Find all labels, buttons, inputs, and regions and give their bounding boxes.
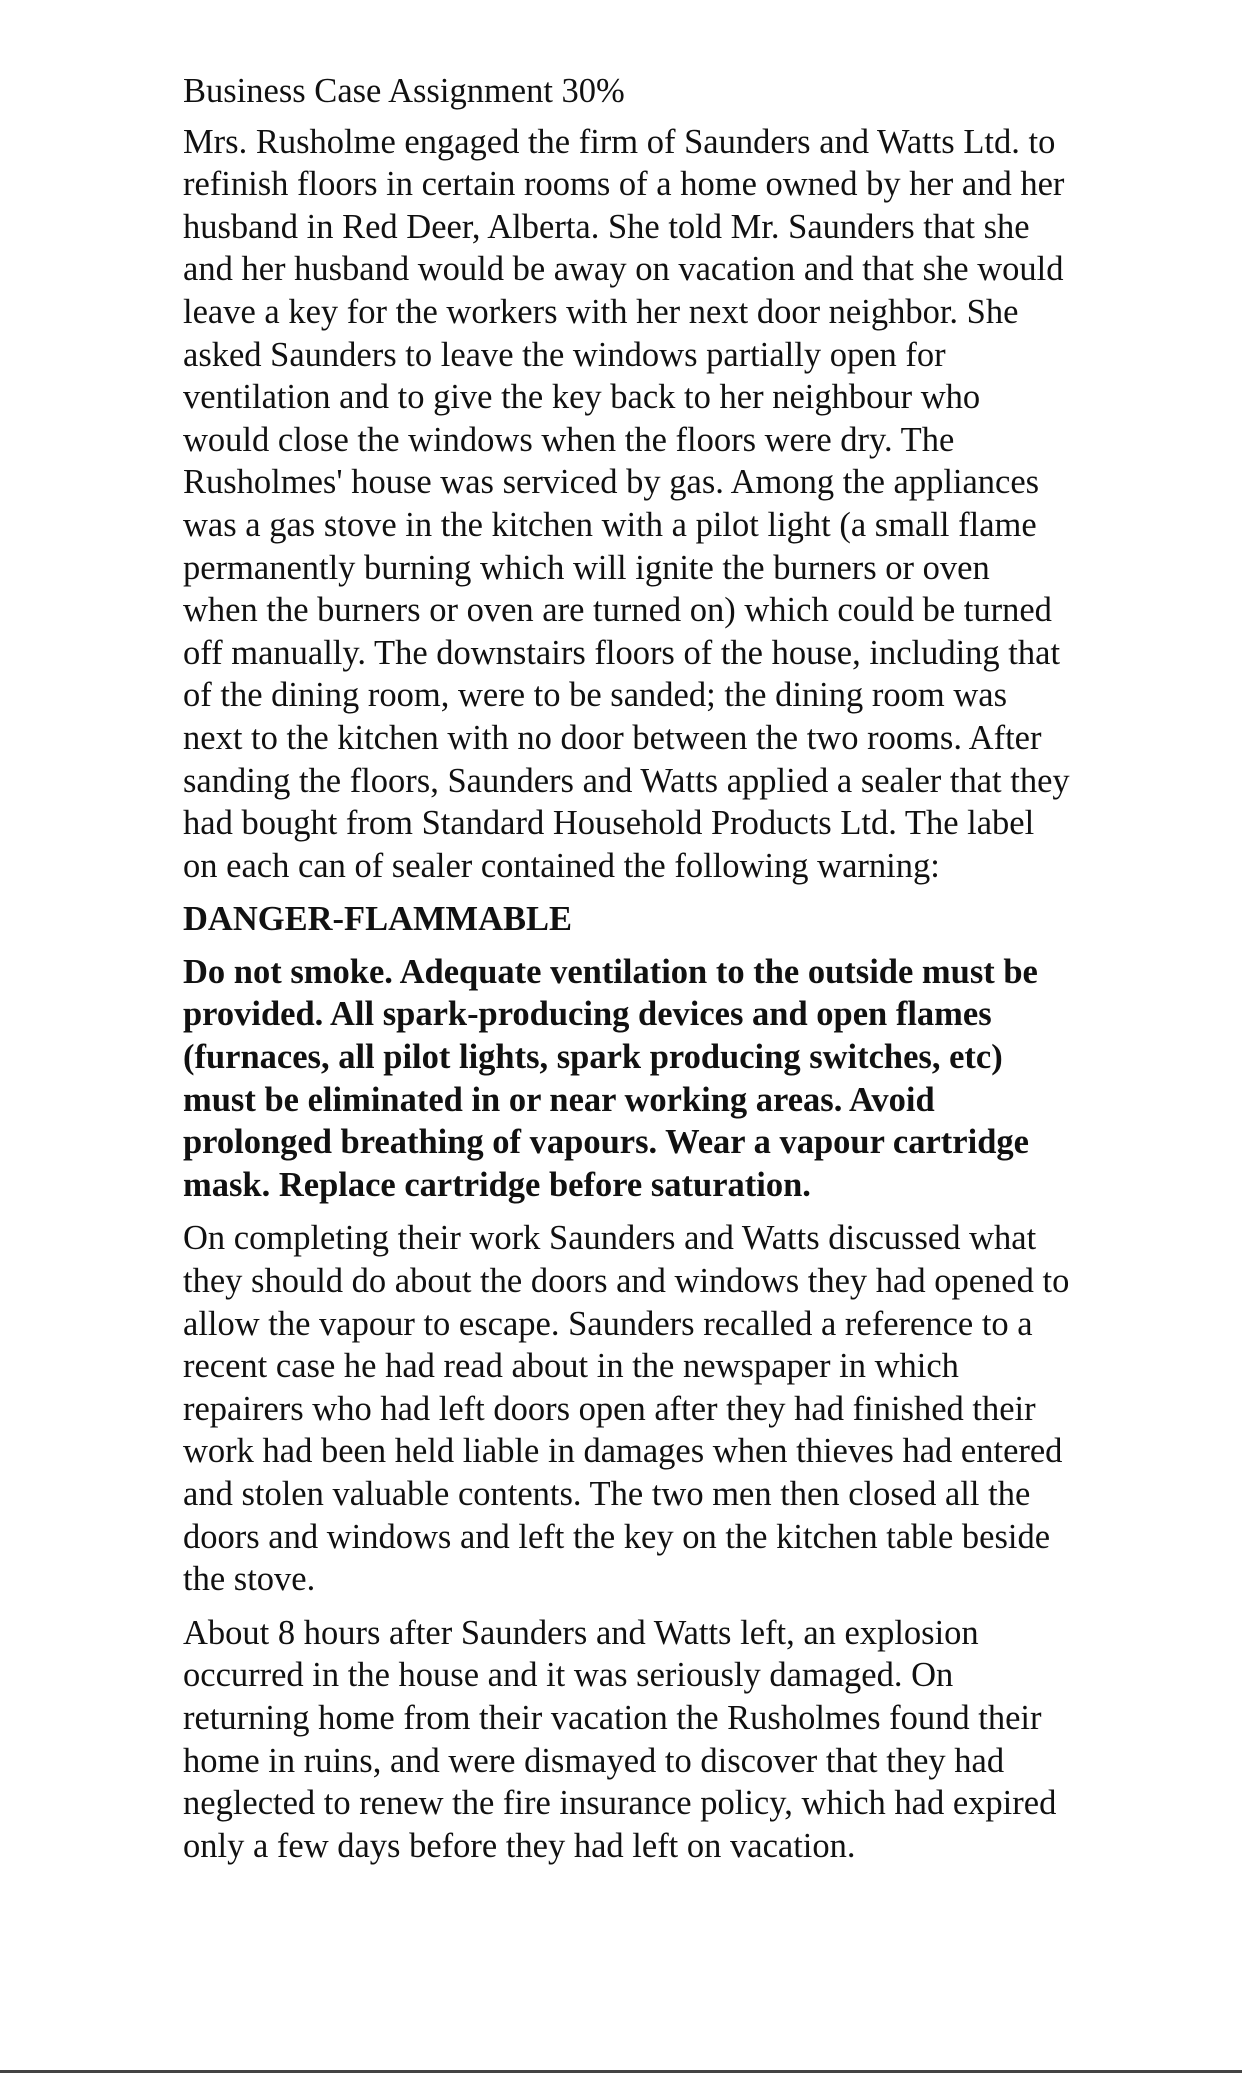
paragraph-completion: On completing their work Saunders and Watts discussed what they should do about the doors and windows they had opened to allow the vapour to escape. Saunders recalled a reference to a recent case he had read about in the newspaper in which repairers who had left doors open after they had finished their work had been held liable in damages when thieves had entered and stolen valuable contents. The two men then closed all the doors and windows and left the key on the kitchen table beside the stove.: [183, 1219, 1070, 1599]
paragraph-explosion: About 8 hours after Saunders and Watts left, an explosion occurred in the house and it was seriously damaged. On returning home from their vacation the Rusholmes found their home in ruins, and were dismayed to discover that they had neglected to renew the fire insurance policy, which had expired only a few days before they had left on vacation.: [183, 1613, 1057, 1865]
document-title: Business Case Assignment 30%: [183, 72, 625, 110]
document-body: [183, 70, 1073, 1878]
warning-text: Do not smoke. Adequate ventilation to the outside must be provided. All spark-producing devices and open flames (furnaces, all pilot lights, spark producing switches, etc) must be eliminated in or near working areas. Avoid prolonged breathing of vapours. Wear a vapour cartridge mask. Replace cartridge before saturation.: [183, 952, 1038, 1204]
warning-title: DANGER-FLAMMABLE: [183, 900, 573, 939]
paragraph-intro: Mrs. Rusholme engaged the firm of Saunders and Watts Ltd. to refinish floors in certain rooms of a home owned by her and her husband in Red Deer, Alberta. She told Mr. Saunders that she and her husband would be away on vacation and that she would leave a key for the workers with her next door neighbor. She asked Saunders to leave the windows partially open for ventilation and to give the key back to her neighbour who would close the windows when the floors were dry. The Rusholmes' house was serviced by gas. Among the appliances was a gas stove in the kitchen with a pilot light (a small flame permanently burning which will ignite the burners or oven when the burners or oven are turned on) which could be turned off manually. The downstairs floors of the house, including that of the dining room, were to be sanded; the dining room was next to the kitchen with no door between the two rooms. After sanding the floors, Saunders and Watts applied a sealer that they had bought from Standard Household Products Ltd. The label on each can of sealer contained the following warning:: [183, 122, 1070, 885]
